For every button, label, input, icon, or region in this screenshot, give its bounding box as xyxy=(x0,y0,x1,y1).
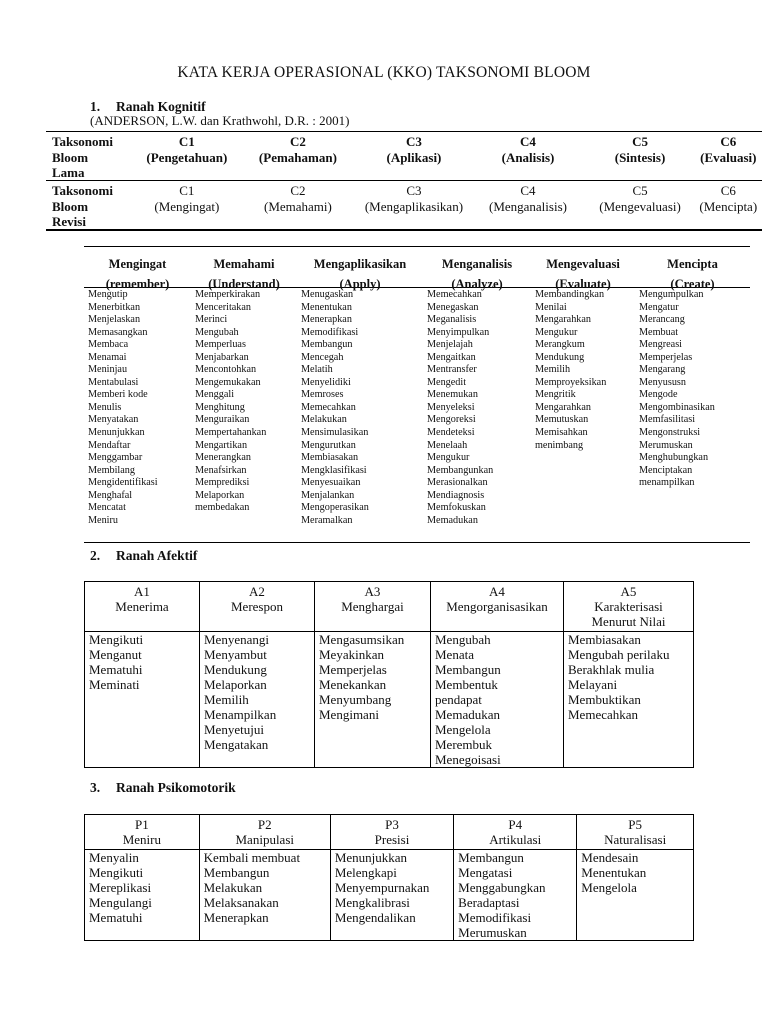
verb-item: Menggambar xyxy=(88,452,143,464)
old-level-c1: C1 (Pengetahuan) xyxy=(146,134,228,165)
level-name: Naturalisasi xyxy=(604,832,667,847)
verb-item: Mengatur xyxy=(639,301,679,313)
verb-item: Memperkirakan xyxy=(195,289,261,300)
verb-item: Menghubungkan xyxy=(639,452,709,464)
level-name: Meniru xyxy=(122,832,161,847)
verb-column-title: Menganalisis xyxy=(441,257,513,271)
verb-table-body xyxy=(84,288,750,527)
verb-column-title: Mengaplikasikan xyxy=(313,257,407,271)
verb-column-header xyxy=(84,247,191,291)
verb-item: Menamai xyxy=(88,351,127,363)
row-label-new xyxy=(46,181,135,229)
old-level-c6: C6 (Evaluasi) xyxy=(700,134,757,165)
verb-item: Memecahkan xyxy=(427,289,482,300)
verb-item: Mengritik xyxy=(535,389,576,401)
verb-item: Menciptakan xyxy=(639,464,693,476)
verb-item: Melayani xyxy=(568,677,618,692)
verb-item: Menentukan xyxy=(581,865,647,880)
verb-column-title: Mengevaluasi xyxy=(546,257,620,271)
section-heading-psikomotorik xyxy=(90,780,236,796)
verb-item: Menerangkan xyxy=(195,452,252,464)
verb-item: Mencatat xyxy=(88,502,126,514)
verb-item: Mendukung xyxy=(204,662,267,677)
verb-item: Mengukur xyxy=(427,452,470,464)
level-name: Menghargai xyxy=(341,599,404,614)
verb-item: Mengumpulkan xyxy=(639,289,704,300)
verb-item: Memutuskan xyxy=(535,414,589,426)
verb-item: Membangun xyxy=(203,865,270,880)
verb-item: Mengartikan xyxy=(195,439,248,451)
new-level-c5: C5 (Mengevaluasi) xyxy=(599,183,681,214)
verb-item: Melatih xyxy=(301,364,333,376)
verb-item: Mengarang xyxy=(639,364,686,376)
verb-item: Membuat xyxy=(639,326,679,338)
old-level-c2: C2 (Pemahaman) xyxy=(258,134,337,165)
label-line: Revisi xyxy=(52,214,86,229)
verb-item: Mengimani xyxy=(319,707,379,722)
verb-item: Menjelaskan xyxy=(88,314,141,326)
level-code: A5 xyxy=(620,584,637,599)
verb-column xyxy=(84,289,191,527)
verb-item: Membandingkan xyxy=(535,289,605,300)
bloom-comparison-table xyxy=(46,131,762,231)
verb-item: Menganut xyxy=(89,647,142,662)
bloom-old-row xyxy=(46,132,762,181)
level-name: Menerima xyxy=(115,599,169,614)
verb-item: Mengombinasikan xyxy=(639,401,715,413)
verb-item: Mengelola xyxy=(435,722,491,737)
verb-item: Mentabulasi xyxy=(88,376,139,388)
verb-item: Menampilkan xyxy=(204,707,277,722)
verb-item: Memprediksi xyxy=(195,477,250,489)
level-code: P5 xyxy=(628,817,642,832)
verb-item: Membangun xyxy=(458,850,524,865)
verb-item: Mencegah xyxy=(301,351,344,363)
verb-item: Meniru xyxy=(88,514,118,526)
verb-item: Memodifikasi xyxy=(301,326,359,338)
verb-item: Menggali xyxy=(195,389,235,401)
verb-item: Mengoperasikan xyxy=(301,502,369,514)
verb-item: Menyambut xyxy=(204,647,267,662)
verb-item: Menggabungkan xyxy=(458,880,546,895)
verb-item: Membangun xyxy=(435,662,501,677)
kognitif-verb-table xyxy=(84,246,750,543)
verb-item: Memadukan xyxy=(427,514,478,526)
verb-item: Mendeteksi xyxy=(427,427,475,439)
verb-item: Membentuk xyxy=(435,677,498,692)
level-code: P2 xyxy=(257,817,272,832)
section-number: 2. xyxy=(90,548,101,563)
grid-header-cell xyxy=(330,815,453,850)
verb-item: Merumuskan xyxy=(639,439,693,451)
old-level-c5: C5 (Sintesis) xyxy=(614,134,666,165)
verb-item: Memisahkan xyxy=(535,427,588,439)
verb-item: Membiasakan xyxy=(301,452,359,464)
grid-header-row xyxy=(85,582,694,632)
verb-list-cell xyxy=(454,850,577,941)
verb-item: Meninjau xyxy=(88,364,128,376)
verb-list-cell xyxy=(330,850,453,941)
verb-item: Menyetujui xyxy=(204,722,264,737)
verb-item: Menata xyxy=(435,647,474,662)
verb-item: Menghitung xyxy=(195,401,245,413)
verb-item: Merangkum xyxy=(535,339,585,351)
verb-column-subtitle: (Analyze) xyxy=(451,277,503,291)
verb-item: Mendesain xyxy=(581,850,639,865)
verb-item: Menceritakan xyxy=(195,301,252,313)
verb-item: Merancang xyxy=(639,314,685,326)
afektif-table xyxy=(84,581,694,768)
verb-item: Mengubah perilaku xyxy=(568,647,670,662)
verb-item: Mengode xyxy=(639,389,678,401)
verb-item: Mengendalikan xyxy=(334,910,416,925)
verb-item: Merembuk xyxy=(435,737,493,752)
verb-item: Memecahkan xyxy=(301,401,356,413)
verb-item: menimbang xyxy=(535,439,584,451)
new-level-c4: C4 (Menganalisis) xyxy=(488,183,567,214)
reference-citation: (ANDERSON, L.W. dan Krathwohl, D.R. : 2001) xyxy=(90,113,350,128)
verb-item: Memasangkan xyxy=(88,326,148,338)
level-name: Karakterisasi Menurut Nilai xyxy=(591,599,666,629)
verb-column-subtitle: (Apply) xyxy=(339,277,381,291)
level-code: P4 xyxy=(508,817,523,832)
verb-column-subtitle: (Understand) xyxy=(208,277,280,291)
verb-item: Memfokuskan xyxy=(427,502,486,514)
verb-item: Meganalisis xyxy=(427,314,477,326)
verb-column xyxy=(635,289,750,527)
level-code: P3 xyxy=(385,817,399,832)
label-line: Bloom xyxy=(52,149,89,165)
verb-item: Melaporkan xyxy=(195,489,245,501)
grid-header-cell xyxy=(85,815,200,850)
row-label-old xyxy=(46,132,135,180)
verb-item: Mematuhi xyxy=(89,662,143,677)
verb-item: Melaporkan xyxy=(204,677,267,692)
verb-item: Membaca xyxy=(88,339,129,351)
verb-item: Mencontohkan xyxy=(195,364,257,376)
verb-item: Menilai xyxy=(535,301,567,313)
verb-item: Memproyeksikan xyxy=(535,376,607,388)
new-level-c1: C1 (Mengingat) xyxy=(154,183,220,214)
verb-column xyxy=(191,289,297,527)
grid-header-cell xyxy=(315,582,431,632)
verb-item: Mengarahkan xyxy=(535,314,592,326)
verb-item: Menerapkan xyxy=(203,910,269,925)
verb-item: Mengatasi xyxy=(458,865,513,880)
verb-column xyxy=(531,289,635,527)
verb-item: Menyesuaikan xyxy=(301,477,361,489)
verb-item: Mensimulasikan xyxy=(301,427,369,439)
bloom-new-row xyxy=(46,181,762,229)
grid-header-cell xyxy=(454,815,577,850)
verb-column xyxy=(297,289,423,527)
level-code: A4 xyxy=(489,584,505,599)
label-line: Bloom xyxy=(52,198,89,214)
verb-item: Memodifikasi xyxy=(458,910,532,925)
old-level-c3: C3 (Aplikasi) xyxy=(386,134,442,165)
verb-item: Menyalin xyxy=(89,850,139,865)
grid-header-cell xyxy=(85,582,200,632)
verb-item: Menjelajah xyxy=(427,339,473,351)
verb-item: menampilkan xyxy=(639,477,695,489)
verb-list-cell xyxy=(431,632,564,768)
section-number: 1. xyxy=(90,99,101,114)
verb-item: Mempertahankan xyxy=(195,427,267,439)
verb-item: Menulis xyxy=(88,401,122,413)
section-title: Ranah Afektif xyxy=(116,548,198,563)
verb-item: Menyempurnakan xyxy=(334,880,430,895)
verb-item: Menyelidiki xyxy=(301,376,351,388)
verb-item: Memperjelas xyxy=(639,351,693,363)
verb-column-header xyxy=(297,247,423,291)
verb-item: Menyatakan xyxy=(88,414,139,426)
verb-item: Mengasumsikan xyxy=(319,632,405,647)
verb-item: Menugaskan xyxy=(301,289,354,300)
verb-list-cell xyxy=(564,632,694,768)
verb-list-cell xyxy=(577,850,694,941)
verb-item: Memperjelas xyxy=(319,662,387,677)
verb-item: Mengulangi xyxy=(89,895,152,910)
grid-header-cell xyxy=(564,582,694,632)
verb-item: Menerbitkan xyxy=(88,301,141,313)
verb-list-cell xyxy=(200,632,315,768)
grid-body-row xyxy=(85,632,694,768)
verb-item: Meminati xyxy=(89,677,140,692)
verb-column-subtitle: (Evaluate) xyxy=(555,277,611,291)
section-title: Ranah Kognitif xyxy=(116,99,206,114)
verb-item: Mengubah xyxy=(435,632,491,647)
verb-item: Memfasilitasi xyxy=(639,414,696,426)
verb-item: Melaksanakan xyxy=(203,895,279,910)
verb-item: Mengikuti xyxy=(89,865,144,880)
verb-item: Menentukan xyxy=(301,301,352,313)
verb-item: Menjabarkan xyxy=(195,351,249,363)
verb-item: Menyumbang xyxy=(319,692,392,707)
page-title: KATA KERJA OPERASIONAL (KKO) TAKSONOMI BLOOM xyxy=(177,64,591,81)
verb-item: Mengubah xyxy=(195,326,239,338)
verb-item: Mengonstruksi xyxy=(639,427,701,439)
verb-item: Menerapkan xyxy=(301,314,352,326)
verb-list-cell xyxy=(85,850,200,941)
verb-item: Mengurutkan xyxy=(301,439,356,451)
verb-item: Memilih xyxy=(535,364,571,376)
level-code: A2 xyxy=(249,584,265,599)
verb-item: Mengarahkan xyxy=(535,401,592,413)
section-number: 3. xyxy=(90,780,101,795)
verb-item: Menekankan xyxy=(319,677,387,692)
verb-item: Memroses xyxy=(301,389,344,401)
verb-list-cell xyxy=(85,632,200,768)
verb-item: Merinci xyxy=(195,314,228,326)
verb-item: Memilih xyxy=(204,692,249,707)
grid-header-cell xyxy=(431,582,564,632)
label-line: Taksonomi xyxy=(52,134,113,149)
grid-header-row xyxy=(85,815,694,850)
verb-item: Mengikuti xyxy=(89,632,144,647)
verb-item: Membilang xyxy=(88,464,135,476)
verb-item: Merumuskan xyxy=(458,925,527,940)
verb-item: Mendaftar xyxy=(88,439,131,451)
verb-item: Menegoisasi xyxy=(435,752,501,767)
verb-item: Mentransfer xyxy=(427,364,477,376)
verb-item: pendapat xyxy=(435,692,482,707)
verb-column-title: Mencipta xyxy=(667,257,718,271)
verb-item: Mengklasifikasi xyxy=(301,464,367,476)
verb-item: membedakan xyxy=(195,502,250,514)
level-name: Artikulasi xyxy=(489,832,542,847)
verb-item: Mematuhi xyxy=(89,910,143,925)
verb-item: Memadukan xyxy=(435,707,500,722)
new-level-c3: C3 (Mengaplikasikan) xyxy=(364,183,464,214)
section-title: Ranah Psikomotorik xyxy=(116,780,236,795)
verb-item: Menafsirkan xyxy=(195,464,247,476)
verb-item: Menunjukkan xyxy=(334,850,408,865)
label-line: Taksonomi xyxy=(52,183,113,198)
verb-item: Memperluas xyxy=(195,339,246,351)
verb-item: Mereplikasi xyxy=(89,880,152,895)
verb-item: Menyususn xyxy=(639,376,686,388)
level-code: A1 xyxy=(134,584,150,599)
verb-item: Menunjukkan xyxy=(88,427,145,439)
verb-item: Menghafal xyxy=(88,489,133,501)
verb-item: Mengukur xyxy=(535,326,578,338)
verb-column-subtitle: (remember) xyxy=(105,277,170,291)
verb-column-header xyxy=(423,247,531,291)
grid-header-cell xyxy=(577,815,694,850)
verb-item: Menyenangi xyxy=(204,632,269,647)
verb-item: Menegaskan xyxy=(427,301,479,313)
old-level-c4: C4 (Analisis) xyxy=(501,134,555,165)
verb-item: Menguraikan xyxy=(195,414,250,426)
verb-column-subtitle: (Create) xyxy=(670,277,715,291)
verb-list-cell xyxy=(199,850,330,941)
verb-item: Merasionalkan xyxy=(427,477,488,489)
verb-item: Melengkapi xyxy=(334,865,397,880)
verb-item: Memberi kode xyxy=(88,389,148,401)
verb-column-header xyxy=(635,247,750,291)
verb-item: Mengutip xyxy=(88,289,128,300)
section-heading-afektif xyxy=(90,548,197,564)
verb-item: Mendiagnosis xyxy=(427,489,485,501)
verb-item: Meramalkan xyxy=(301,514,353,526)
verb-item: Memecahkan xyxy=(568,707,639,722)
verb-item: Mengelola xyxy=(581,880,637,895)
verb-item: Membiasakan xyxy=(568,632,641,647)
level-name: Mengorganisasikan xyxy=(446,599,548,614)
level-code: A3 xyxy=(364,584,381,599)
verb-item: Kembali membuat xyxy=(203,850,301,865)
grid-header-cell xyxy=(199,815,330,850)
verb-item: Membangun xyxy=(301,339,353,351)
grid-body-row xyxy=(85,850,694,941)
level-code: P1 xyxy=(134,817,149,832)
verb-column-header xyxy=(191,247,297,291)
verb-item: Menelaah xyxy=(427,439,468,451)
verb-column-header xyxy=(531,247,635,291)
verb-item: Mendukung xyxy=(535,351,585,363)
label-line: Lama xyxy=(52,165,85,180)
verb-item: Berakhlak mulia xyxy=(568,662,655,677)
verb-list-cell xyxy=(315,632,431,768)
verb-item: Mengatakan xyxy=(204,737,269,752)
verb-item: Melakukan xyxy=(301,414,347,426)
verb-item: Melakukan xyxy=(203,880,263,895)
verb-table-header xyxy=(84,247,750,291)
verb-item: Mengedit xyxy=(427,376,467,388)
verb-item: Mengreasi xyxy=(639,339,682,351)
verb-item: Meyakinkan xyxy=(319,647,384,662)
verb-item: Beradaptasi xyxy=(458,895,520,910)
level-name: Merespon xyxy=(231,599,283,614)
verb-item: Menemukan xyxy=(427,389,478,401)
verb-item: Mengoreksi xyxy=(427,414,476,426)
verb-column xyxy=(423,289,531,527)
verb-item: Mengidentifikasi xyxy=(88,477,158,489)
new-level-c2: C2 (Memahami) xyxy=(263,183,332,214)
verb-column-title: Memahami xyxy=(213,257,275,271)
verb-item: Menyimpulkan xyxy=(427,326,490,338)
verb-item: Menjalankan xyxy=(301,489,355,501)
level-name: Presisi xyxy=(374,832,410,847)
verb-item: Menyeleksi xyxy=(427,401,475,413)
verb-item: Mengkalibrasi xyxy=(334,895,410,910)
verb-column-title: Mengingat xyxy=(108,257,167,271)
grid-header-cell xyxy=(200,582,315,632)
level-name: Manipulasi xyxy=(235,832,294,847)
verb-item: Mengemukakan xyxy=(195,376,261,388)
verb-item: Mengaitkan xyxy=(427,351,476,363)
verb-item: Membangunkan xyxy=(427,464,494,476)
verb-item: Membuktikan xyxy=(568,692,641,707)
new-level-c6: C6 (Mencipta) xyxy=(699,183,758,214)
psikomotorik-table xyxy=(84,814,694,941)
